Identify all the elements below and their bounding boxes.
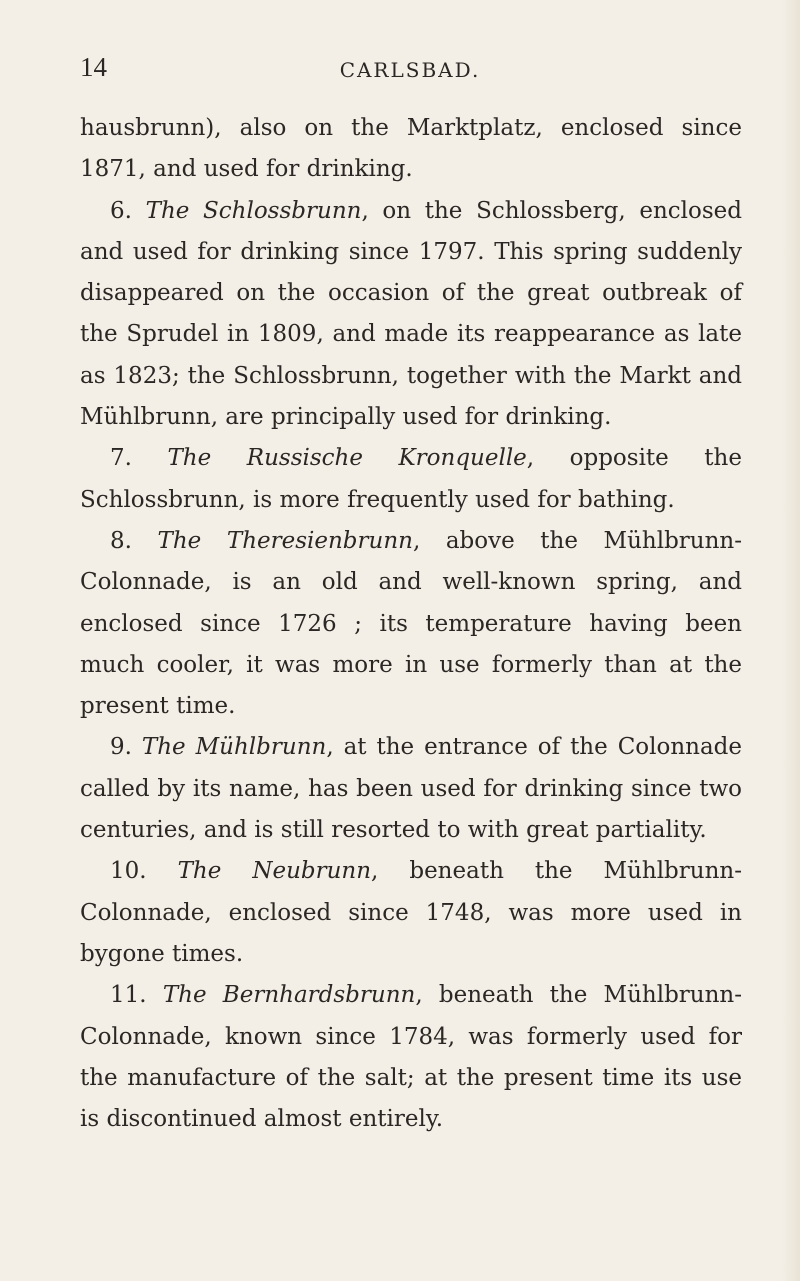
entry-number: 8. — [110, 527, 158, 554]
spring-name: The Bernhardsbrunn — [162, 982, 416, 1009]
body-text — [80, 108, 742, 1140]
entry-text: , above the Mühlbrunn-Colonnade, is an old and well-known spring, and enclosed since 1726 ; its temperature having been much cooler, it was more in use formerly than at the present time. — [80, 527, 742, 720]
spring-name: The Mühlbrunn — [141, 734, 327, 761]
running-title: CARLSBAD. — [339, 58, 481, 82]
paragraph-text: hausbrunn), also on the Marktplatz, enclosed since 1871, and used for drinking. — [80, 115, 742, 183]
paragraph-continuation — [80, 108, 742, 191]
entry-number: 10. — [110, 858, 178, 885]
spring-entry-6 — [80, 191, 742, 439]
entry-number: 9. — [110, 734, 142, 761]
entry-number: 7. — [110, 445, 168, 472]
spring-entry-10 — [80, 851, 742, 975]
spring-entry-9 — [80, 727, 742, 851]
spring-entry-7 — [80, 438, 742, 521]
spring-name: The Russische Kronquelle — [167, 445, 527, 472]
spring-entry-8 — [80, 521, 742, 727]
spring-name: The Schlossbrunn — [145, 197, 362, 224]
spring-entry-11 — [80, 975, 742, 1140]
page-edge-shadow — [782, 0, 800, 1281]
entry-text: , opposite the Schlossbrunn, is more frequently used for bathing. — [80, 445, 742, 513]
page-header — [80, 52, 740, 88]
spring-name: The Neubrunn — [177, 858, 372, 885]
entry-text: , on the Schlossberg, enclosed and used for drinking since 1797. This spring suddenly disappeared on the occasion of the great outbreak of the Sprudel in 1809, and made its reappearance as late as 1823; the Schlossbrunn, together with the Markt and Mühlbrunn, are principally used for drinking. — [80, 197, 742, 431]
entry-number: 6. — [110, 197, 146, 224]
page-number: 14 — [80, 52, 107, 82]
entry-text: , beneath the Mühlbrunn-Colonnade, enclosed since 1748, was more used in bygone times. — [80, 858, 742, 967]
entry-text: , at the entrance of the Colonnade called by its name, has been used for drinking since two centuries, and is still resorted to with great partiality. — [80, 734, 743, 844]
entry-number: 11. — [110, 982, 163, 1009]
entry-text: , beneath the Mühlbrunn-Colonnade, known since 1784, was formerly used for the manufacture of the salt; at the present time its use is discontinued almost entirely. — [80, 982, 742, 1133]
spring-name: The Theresienbrunn — [157, 527, 413, 554]
